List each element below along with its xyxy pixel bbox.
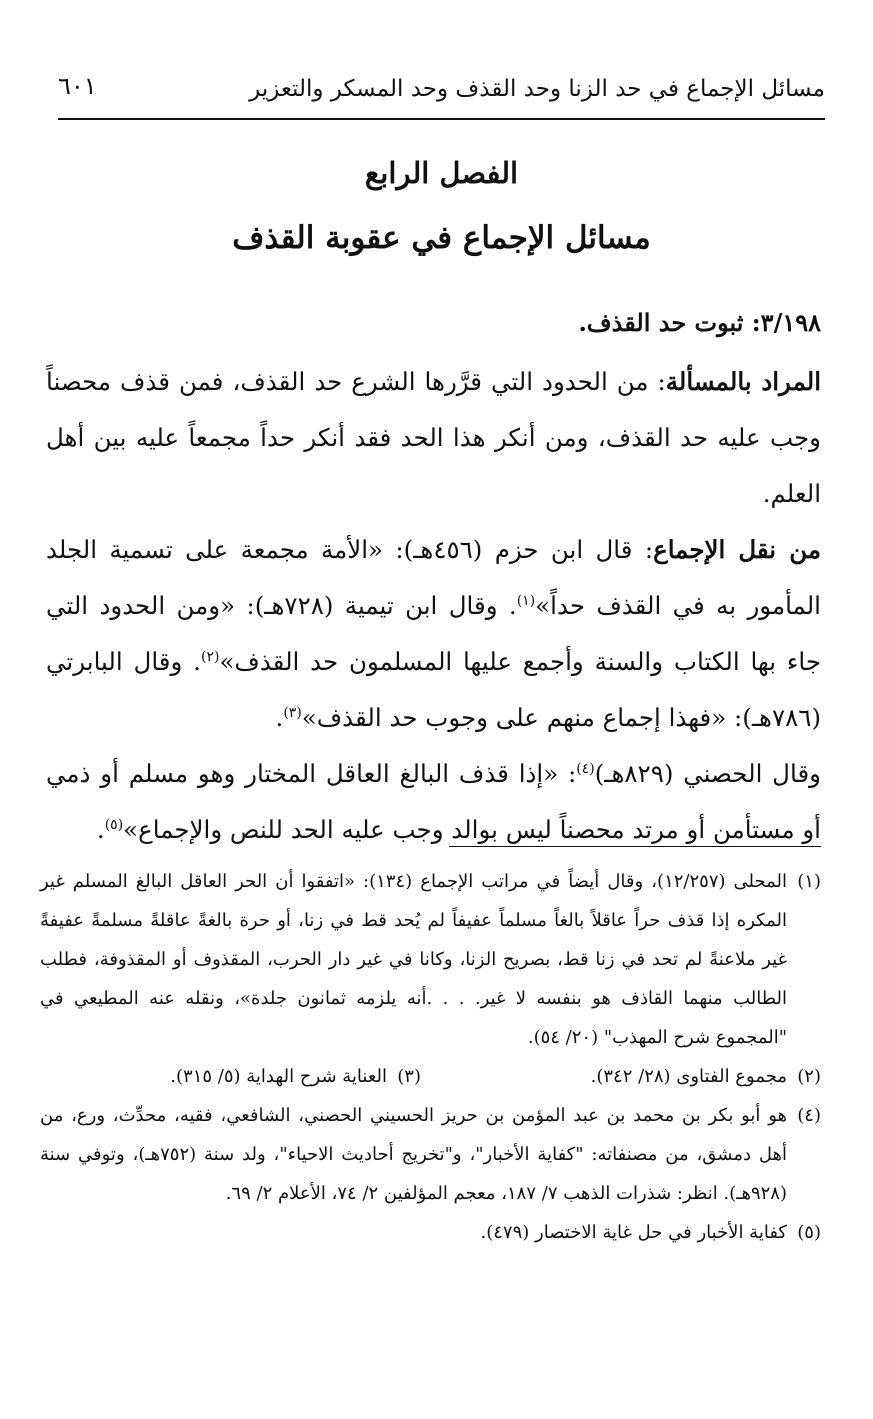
footnote-text: هو أبو بكر بن محمد بن عبد المؤمن بن حريز الحسيني الحصني، الشافعي، فقيه، محدِّث، ورع، من أهل دمشق، من مصنفاته: "كفاية الأخبار"، و"تخريج أحاديث الاحياء"، ولد سنة (٧٥٢هـ)، وتوفي سنة (٩٢٨هـ). انظر: شذرات الذهب ٧/ ١٨٧، معجم المؤلفين ٢/ ٧٤، الأعلام ٢/ ٦٩. [40, 1105, 787, 1204]
chapter-title: مسائل الإجماع في عقوبة القذف [232, 220, 651, 256]
paragraph-text: : قال ابن حزم (٤٥٦هـ): «الأمة مجمعة على تسمية الجلد المأمور به في القذف حداً» [46, 535, 821, 620]
chapter-label: الفصل الرابع [364, 156, 519, 190]
paragraph-text: . [275, 703, 284, 732]
paragraph-definition [46, 354, 821, 522]
footnote-number: (٣) [397, 1066, 421, 1087]
paragraph-text: : من الحدود التي قرَّرها الشرع حد القذف، فمن قذف محصناً وجب عليه حد القذف، ومن أنكر هذا الحد فقد أنكر حداً مجمعاً عليه بين أهل العلم. [46, 367, 821, 508]
footnote-ref[interactable]: (٤) [576, 760, 595, 777]
footnote-number: (١) [797, 871, 821, 892]
footnote-ref[interactable]: (١) [516, 592, 536, 609]
footnote-number: (٥) [797, 1222, 821, 1243]
footnotes [40, 862, 821, 1252]
page-header [58, 66, 825, 116]
paragraph-consensus [46, 522, 821, 746]
header-rule [58, 118, 825, 120]
footnote-pair [40, 1057, 821, 1096]
paragraph-hisni [46, 746, 821, 858]
footnote-3 [40, 1057, 421, 1096]
footnote-4 [40, 1096, 821, 1213]
footnote-number: (٢) [797, 1066, 821, 1087]
paragraph-lead: من نقل الإجماع [653, 535, 821, 564]
running-title: مسائل الإجماع في حد الزنا وحد القذف وحد المسكر والتعزير [249, 76, 825, 102]
paragraph-text: . [96, 815, 105, 844]
footnote-2 [421, 1057, 821, 1096]
paragraph-lead: المراد بالمسألة [665, 367, 821, 396]
footnote-rule [449, 846, 821, 847]
footnote-number: (٤) [797, 1105, 821, 1126]
paragraph-text: . وقال البابرتي (٧٨٦هـ): «فهذا إجماع منهم على وجوب حد القذف» [46, 647, 821, 732]
footnote-5 [40, 1213, 821, 1252]
issue-title: ٣/١٩٨: ثبوت حد القذف. [578, 308, 821, 337]
footnote-text: المحلى (١٢/٢٥٧)، وقال أيضاً في مراتب الإجماع (١٣٤): «اتفقوا أن الحر العاقل البالغ المسلم غير المكره إذا قذف حراً عاقلاً بالغاً مسلماً عفيفاً لم يُحد قط في زنا، أو حرة بالغةً عاقلةً مسلمةً عفيفةً غير ملاعنةً لم تحد في زنا قط، بصريح الزنا، وكانا في غير دار الحرب، المقذوف أو المقذوفة، فطلب الطالب منهما القاذف هو بنفسه لا غير. . . .أنه يلزمه ثمانون جلدة»، ونقله عنه المطيعي في "المجموع شرح المهذب" (٢٠/ ٥٤). [40, 871, 788, 1048]
footnote-ref[interactable]: (٣) [283, 704, 302, 721]
footnote-text: مجموع الفتاوى (٢٨/ ٣٤٢). [590, 1066, 787, 1087]
footnote-ref[interactable]: (٥) [104, 816, 124, 833]
footnote-1 [40, 862, 821, 1057]
main-text [46, 296, 821, 858]
page-number: ٦٠١ [58, 72, 97, 100]
paragraph-text: وقال الحصني (٨٢٩هـ) [594, 759, 821, 788]
paragraph-text: . وقال ابن تيمية (٧٢٨هـ): «ومن الحدود التي جاء بها الكتاب والسنة وأجمع عليها المسلمون حد القذف» [46, 591, 821, 676]
footnote-ref[interactable]: (٢) [200, 648, 220, 665]
footnote-text: كفاية الأخبار في حل غاية الاختصار (٤٧٩). [480, 1222, 787, 1243]
chapter-heading [58, 150, 825, 264]
footnote-text: العناية شرح الهداية (٥/ ٣١٥). [170, 1066, 387, 1087]
paragraph-text: : «إذا قذف البالغ العاقل المختار وهو مسلم أو ذمي أو مستأمن أو مرتد محصناً ليس بوالد وجب عليه الحد للنص والإجماع» [46, 759, 821, 844]
